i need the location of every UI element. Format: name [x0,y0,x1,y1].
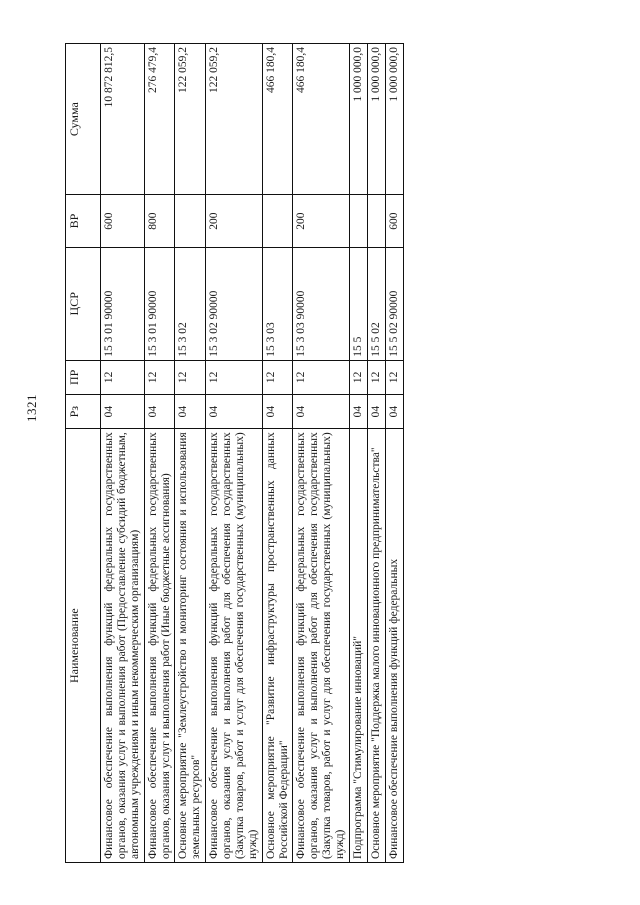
table-row [293,43,350,862]
rotated-table-container [65,43,575,863]
cell-rz: 04 [144,394,175,428]
cell-pr: 12 [206,360,263,394]
cell-vr: 200 [293,194,350,246]
cell-csr: 15 3 03 90000 [293,247,350,360]
cell-csr: 15 3 02 [175,247,206,360]
column-header-vr: ВР [66,194,101,246]
cell-rz: 04 [206,394,263,428]
table-row [144,43,175,862]
budget-table [65,43,404,863]
cell-vr: 600 [385,194,403,246]
cell-rz: 04 [101,394,145,428]
table-header-row [66,43,101,862]
cell-vr [175,194,206,246]
table-row [385,43,403,862]
table-row [206,43,263,862]
column-header-sum: Сумма [66,43,101,194]
cell-name: Основное мероприятие "Землеустройство и мониторинг состояния и использования земельных ресурсов" [175,428,206,862]
cell-sum: 1 000 000,0 [367,43,385,194]
cell-sum: 122 059,2 [206,43,263,194]
cell-pr: 12 [385,360,403,394]
cell-vr [349,194,367,246]
column-header-name: Наименование [66,428,101,862]
cell-rz: 04 [367,394,385,428]
column-header-csr: ЦСР [66,247,101,360]
cell-sum: 1 000 000,0 [349,43,367,194]
cell-rz: 04 [175,394,206,428]
cell-rz: 04 [262,394,293,428]
cell-vr: 600 [101,194,145,246]
cell-csr: 15 3 01 90000 [101,247,145,360]
cell-sum: 466 180,4 [262,43,293,194]
cell-vr: 800 [144,194,175,246]
cell-name: Подпрограмма "Стимулирование инноваций" [349,428,367,862]
cell-pr: 12 [262,360,293,394]
cell-pr: 12 [144,360,175,394]
cell-name: Основное мероприятие "Развитие инфраструктуры пространственных данных Российской Федерации" [262,428,293,862]
cell-rz: 04 [293,394,350,428]
cell-name: Финансовое обеспечение выполнения функций федеральных государственных органов, оказания услуг и выполнения работ для обеспечения государственных (Закупка товаров, работ и услуг для обеспечения государственных (муниципальных) нужд) [206,428,263,862]
cell-sum: 10 872 812,5 [101,43,145,194]
cell-rz: 04 [349,394,367,428]
table-row [175,43,206,862]
cell-pr: 12 [349,360,367,394]
column-header-pr: ПР [66,360,101,394]
table-body [101,43,404,862]
cell-csr: 15 3 03 [262,247,293,360]
page-number: 1321 [24,394,39,422]
cell-name: Финансовое обеспечение выполнения функций федеральных государственных органов, оказания услуг и выполнения работ (Предоставление субсидий бюджетным, автономным учреждениям и иным некоммерческим организациям) [101,428,145,862]
cell-vr [367,194,385,246]
table-row [101,43,145,862]
cell-csr: 15 5 02 [367,247,385,360]
table-row [349,43,367,862]
table-row [262,43,293,862]
cell-pr: 12 [101,360,145,394]
cell-csr: 15 5 [349,247,367,360]
cell-vr [262,194,293,246]
cell-name: Финансовое обеспечение выполнения функций федеральных [385,428,403,862]
cell-name: Основное мероприятие "Поддержка малого инновационного предпринимательства" [367,428,385,862]
cell-sum: 466 180,4 [293,43,350,194]
cell-csr: 15 5 02 90000 [385,247,403,360]
cell-pr: 12 [175,360,206,394]
column-header-rz: Рз [66,394,101,428]
cell-pr: 12 [293,360,350,394]
cell-name: Финансовое обеспечение выполнения функций федеральных государственных органов, оказания услуг и выполнения работ для обеспечения государственных (Закупка товаров, работ и услуг для обеспечения государственных (муниципальных) нужд) [293,428,350,862]
cell-pr: 12 [367,360,385,394]
cell-sum: 122 059,2 [175,43,206,194]
cell-sum: 1 000 000,0 [385,43,403,194]
table-row [367,43,385,862]
cell-csr: 15 3 01 90000 [144,247,175,360]
cell-csr: 15 3 02 90000 [206,247,263,360]
cell-vr: 200 [206,194,263,246]
cell-rz: 04 [385,394,403,428]
cell-sum: 276 479,4 [144,43,175,194]
cell-name: Финансовое обеспечение выполнения функций федеральных государственных органов, оказания услуг и выполнения работ (Иные бюджетные ассигнования) [144,428,175,862]
